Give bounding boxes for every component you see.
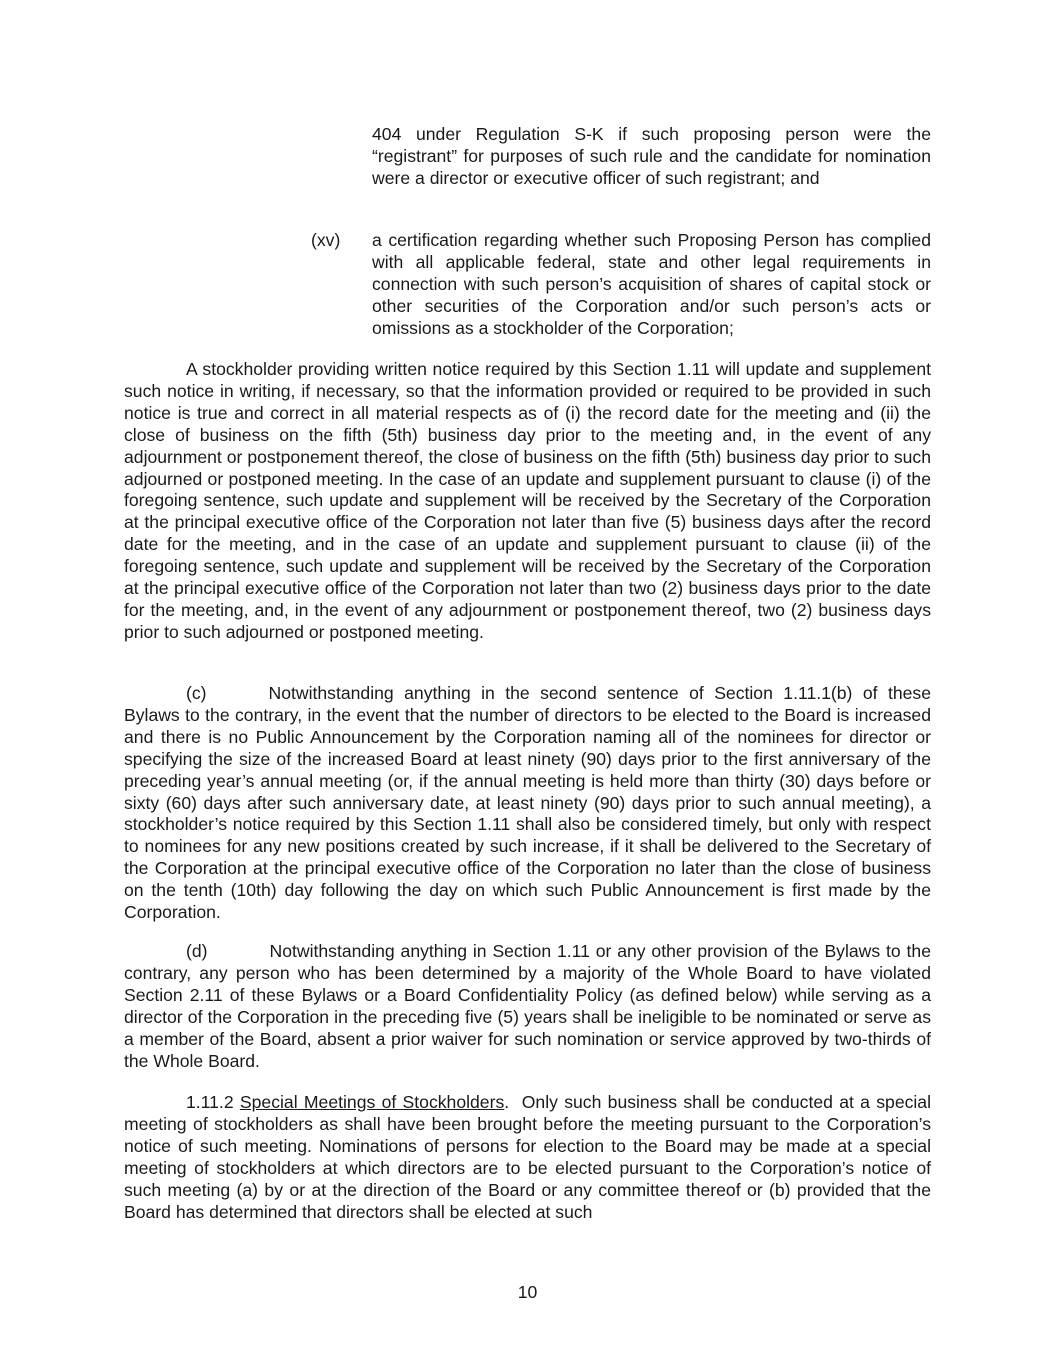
section-heading-punct: .	[504, 1092, 510, 1112]
paragraph-c-text: Notwithstanding anything in the second sentence of Section 1.11.1(b) of these Bylaws to the contrary, in the event that the number of directors to be elected to the Board is increased and there is no Public Announcement by the Corporation naming all of the nominees for director or specifying the size of the increased Board at least ninety (90) days prior to the first anniversary of the preceding year’s annual meeting (or, if the annual meeting is held more than thirty (30) days before or sixty (60) days after such anniversary date, at least ninety (90) days prior to such annual meeting), a stockholder’s notice required by this Section 1.11 shall also be considered timely, but only with respect to nominees for any new positions created by such increase, if it shall be delivered to the Secretary of the Corporation at the principal executive office of the Corporation no later than the close of business on the tenth (10th) day following the day on which such Public Announcement is first made by the Corporation.	[124, 683, 931, 923]
paragraph-c	[124, 683, 931, 924]
item-xv-number: (xv)	[311, 230, 341, 250]
section-number: 1.11.2	[186, 1092, 234, 1112]
section-1-11-2	[124, 1092, 931, 1223]
paragraph-c-label: (c)	[186, 683, 207, 703]
item-xv-text: a certification regarding whether such Proposing Person has complied with all applicable federal, state and other legal requirements in connection with such person’s acquisition of shares of capital stock or other securities of the Corporation and/or such person’s acts or omissions as a stockholder of the Corporation;	[372, 230, 931, 338]
paragraph-notice-update: A stockholder providing written notice required by this Section 1.11 will update and supplement such notice in writing, if necessary, so that the information provided or required to be provided in such notice is true and correct in all material respects as of (i) the record date for the meeting and (ii) the close of business on the fifth (5th) business day prior to the meeting and, in the event of any adjournment or postponement thereof, the close of business on the fifth (5th) business day prior to such adjourned or postponed meeting. In the case of an update and supplement pursuant to clause (i) of the foregoing sentence, such update and supplement will be received by the Secretary of the Corporation at the principal executive office of the Corporation not later than five (5) business days after the record date for the meeting, and in the case of an update and supplement pursuant to clause (ii) of the foregoing sentence, such update and supplement will be received by the Secretary of the Corporation at the principal executive office of the Corporation not later than two (2) business days prior to the date for the meeting, and, in the event of any adjournment or postponement thereof, two (2) business days prior to such adjourned or postponed meeting.	[124, 359, 931, 642]
section-heading: Special Meetings of Stockholders	[239, 1092, 505, 1112]
paragraph-d	[124, 941, 931, 1072]
paragraph-d-label: (d)	[186, 941, 208, 961]
item-xiv-continuation: 404 under Regulation S-K if such proposing person were the “registrant” for purposes of such rule and the candidate for nomination were a director or executive officer of such registrant; and	[372, 124, 931, 188]
section-text: Only such business shall be conducted at a special meeting of stockholders as shall have been brought before the meeting pursuant to the Corporation’s notice of such meeting. Nominations of persons for election to the Board may be made at a special meeting of stockholders at which directors are to be elected pursuant to the Corporation’s notice of such meeting (a) by or at the direction of the Board or any committee thereof or (b) provided that the Board has determined that directors shall be elected at such	[124, 1092, 931, 1222]
page-number: 10	[517, 1282, 538, 1302]
paragraph-d-text: Notwithstanding anything in Section 1.11 or any other provision of the Bylaws to the contrary, any person who has been determined by a majority of the Whole Board to have violated Section 2.11 of these Bylaws or a Board Confidentiality Policy (as defined below) while serving as a director of the Corporation in the preceding five (5) years shall be ineligible to be nominated or serve as a member of the Board, absent a prior waiver for such nomination or service approved by two-thirds of the Whole Board.	[124, 941, 931, 1071]
